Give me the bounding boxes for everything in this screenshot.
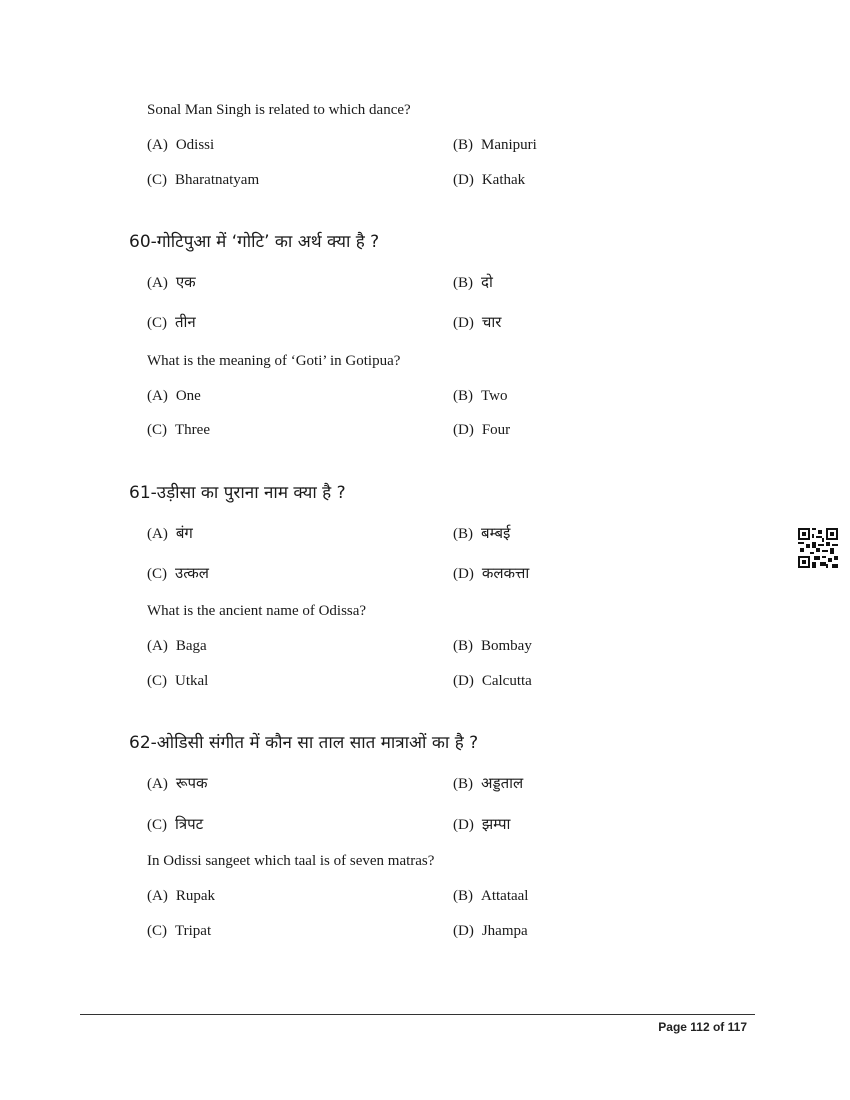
option-a: (A) One (147, 388, 201, 404)
option-a: (A) रूपक (147, 774, 208, 792)
question-61-hi: 61-उड़ीसा का पुराना नाम क्या है ? (129, 483, 346, 503)
option-a: (A) Rupak (147, 888, 215, 904)
option-c: (C) Three (147, 422, 210, 438)
option-c: (C) Bharatnatyam (147, 172, 260, 188)
option-d: (D) Jhampa (453, 923, 528, 939)
question-60-en: What is the meaning of ‘Goti’ in Gotipua? (147, 353, 401, 369)
footer-divider (80, 1014, 755, 1015)
option-c: (C) तीन (147, 313, 196, 331)
option-c: (C) Utkal (147, 673, 209, 689)
qr-code-icon (798, 528, 838, 568)
option-d: (D) चार (453, 313, 502, 331)
option-a: (A) Baga (147, 638, 207, 654)
option-d: (D) Calcutta (453, 673, 532, 689)
question-59-en: Sonal Man Singh is related to which dance? (147, 102, 411, 118)
option-c: (C) उत्कल (147, 564, 209, 582)
question-62-hi: 62-ओडिसी संगीत में कौन सा ताल सात मात्राओं का है ? (129, 733, 479, 753)
question-62-en: In Odissi sangeet which taal is of seven matras? (147, 853, 435, 869)
option-b: (B) Two (453, 388, 508, 404)
option-b: (B) दो (453, 273, 493, 291)
page-number: Page 112 of 117 (658, 1020, 747, 1034)
option-b: (B) बम्बई (453, 524, 511, 542)
question-61-en: What is the ancient name of Odissa? (147, 603, 367, 619)
option-a: (A) बंग (147, 524, 193, 542)
option-d: (D) Four (453, 422, 511, 438)
option-b: (B) Bombay (453, 638, 532, 654)
option-c: (C) त्रिपट (147, 815, 204, 833)
option-b: (B) Attataal (453, 888, 529, 904)
option-b: (B) अड्डताल (453, 774, 524, 792)
option-d: (D) कलकत्ता (453, 564, 530, 582)
option-d: (D) Kathak (453, 172, 526, 188)
option-a: (A) एक (147, 273, 196, 291)
option-a: (A) Odissi (147, 137, 215, 153)
question-60-hi: 60-गोटिपुआ में ‘गोटि’ का अर्थ क्या है ? (129, 232, 380, 252)
option-c: (C) Tripat (147, 923, 212, 939)
option-d: (D) झम्पा (453, 815, 511, 833)
option-b: (B) Manipuri (453, 137, 537, 153)
